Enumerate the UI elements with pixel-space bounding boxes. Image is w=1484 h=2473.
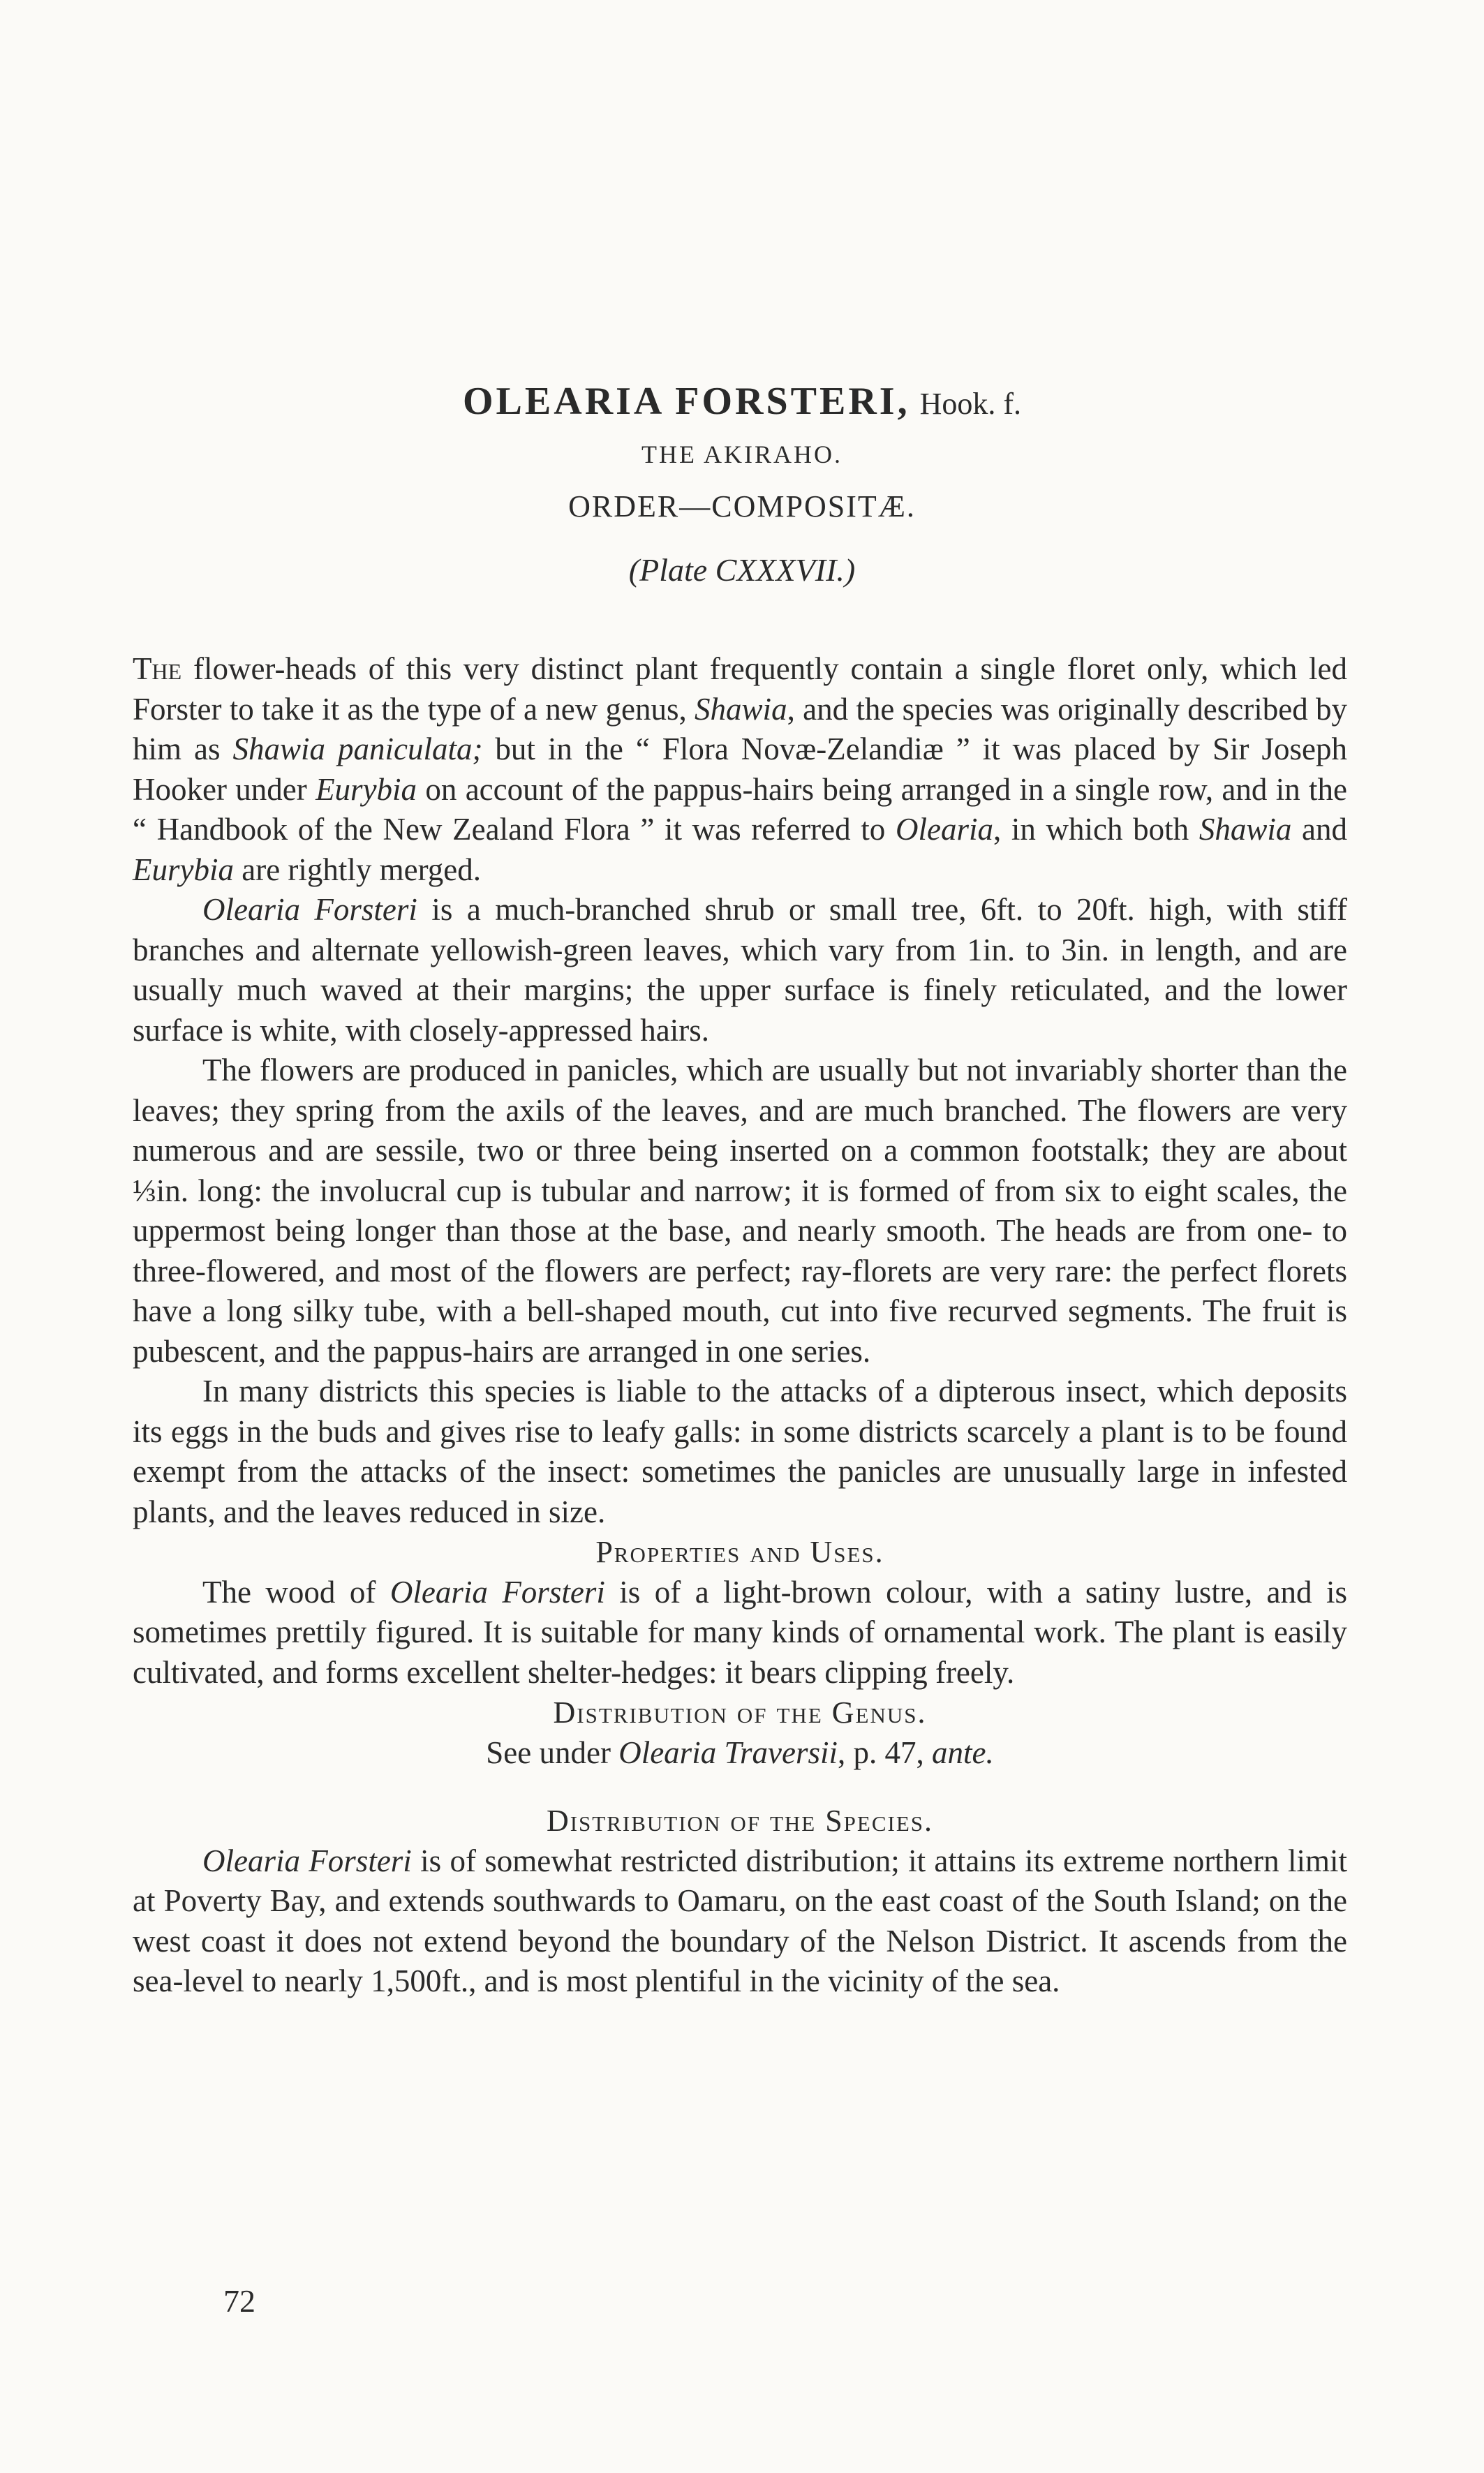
spacer [133, 1773, 1347, 1801]
italic-run: Olearia Traversii [618, 1735, 838, 1770]
heading-distribution-genus: Distribution of the Genus. [553, 1695, 927, 1730]
text-run: The wood of [202, 1574, 390, 1610]
heading-properties: Properties and Uses. [595, 1535, 884, 1569]
italic-run: Eurybia [316, 771, 417, 807]
paragraph-insects: In many districts this species is liable to the attacks of a dipterous insect, which deposits its eggs in the buds and gives rise to leafy galls: in some districts scarcely a plant is to be found exempt from the attacks of the insect: sometimes the panicles are unusually large in infested plants, and the leaves reduced in size. [133, 1374, 1347, 1529]
paragraph-properties [133, 1573, 1347, 1693]
italic-run: Olearia Forsteri [389, 1574, 605, 1610]
page-title [0, 377, 1484, 429]
text-run: are rightly merged. [233, 852, 482, 887]
plate-reference: (Plate CXXXVII.) [628, 552, 856, 588]
italic-run: Olearia Forsteri [202, 892, 417, 927]
italic-run: Shawia [695, 691, 787, 727]
text-run: , p. 47, [837, 1735, 932, 1770]
dropcap-word: The [133, 651, 182, 686]
text-run: and [1291, 812, 1347, 847]
genus-cross-reference [133, 1733, 1347, 1774]
text-run: , and the species was originally described by him as [133, 691, 1348, 766]
species-title: OLEARIA FORSTERI, [462, 380, 910, 423]
text-run: but in the “ Flora Novæ-Zelandiæ ” it was placed by Sir Joseph Hooker under [133, 731, 1347, 807]
text-run: is a much-branched shrub or small tree, 6ft. to 20ft. high, with stiff branches and alternate yellowish-green leaves, which vary from 1in. to 3in. in length, and are usually much waved at their margins; the upper surface is finely reticulated, and the lower surface is white, with closely-appressed hairs. [133, 892, 1348, 1048]
text-run: is of a light-brown colour, with a satiny lustre, and is sometimes prettily figured. It is suitable for many kinds of ornamental work. The plant is easily cultivated, and forms excellent shelter-hedges: it bears clipping freely. [133, 1574, 1347, 1690]
page-number: 72 [223, 2283, 255, 2319]
paragraph-flowers: The flowers are produced in panicles, which are usually but not invariably shorter than the leaves; they spring from the axils of the leaves, and are much branched. The flowers are very numerous and are sessile, two or three being inserted on a common footstalk; they are about ⅓in. long: the involucral cup is tubular and narrow; it is formed of from six to eight scales, the uppermost being longer than those at the base, and nearly smooth. The heads are from one- to three-flowered, and most of the flowers are perfect; ray-florets are very rare: the perfect florets have a long silky tube, with a bell-shaped mouth, cut into five recurved segments. The fruit is pubescent, and the pappus-hairs are arranged in one series. [133, 1053, 1347, 1369]
text-run: flower-heads of this very distinct plant frequently contain a single floret only, which led Forster to take it as the type of a new genus, [133, 651, 1347, 727]
italic-run: Shawia [1199, 812, 1292, 847]
common-name: THE AKIRAHO. [641, 440, 843, 468]
paragraph-distribution [133, 1841, 1347, 2002]
italic-run: Shawia paniculata; [232, 731, 483, 766]
species-authority: Hook. f. [919, 387, 1021, 421]
paragraph-intro [133, 649, 1347, 890]
order-line: ORDER—COMPOSITÆ. [568, 489, 916, 523]
paragraph-description [133, 890, 1347, 1050]
italic-run: Eurybia [133, 852, 234, 887]
text-run: is of somewhat restricted distribution; it attains its extreme northern limit at Poverty Bay, and extends southwards to Oamaru, on the east coast of the South Island; on the west coast it does not extend beyond the boundary of the Nelson District. It ascends from the sea-level to nearly 1,500ft., and is most plentiful in the vicinity of the sea. [133, 1843, 1347, 1998]
article-body [133, 649, 1347, 2002]
text-run: on account of the pappus-hairs being arranged in a single row, and in the “ Handbook of the New Zealand Flora ” it was referred to [133, 771, 1347, 847]
text-run: , in which both [993, 812, 1199, 847]
italic-run: ante. [931, 1735, 994, 1770]
italic-run: Olearia [895, 812, 993, 847]
italic-run: Olearia Forsteri [202, 1843, 412, 1878]
text-run: See under [486, 1735, 619, 1770]
heading-distribution-species: Distribution of the Species. [546, 1804, 934, 1838]
